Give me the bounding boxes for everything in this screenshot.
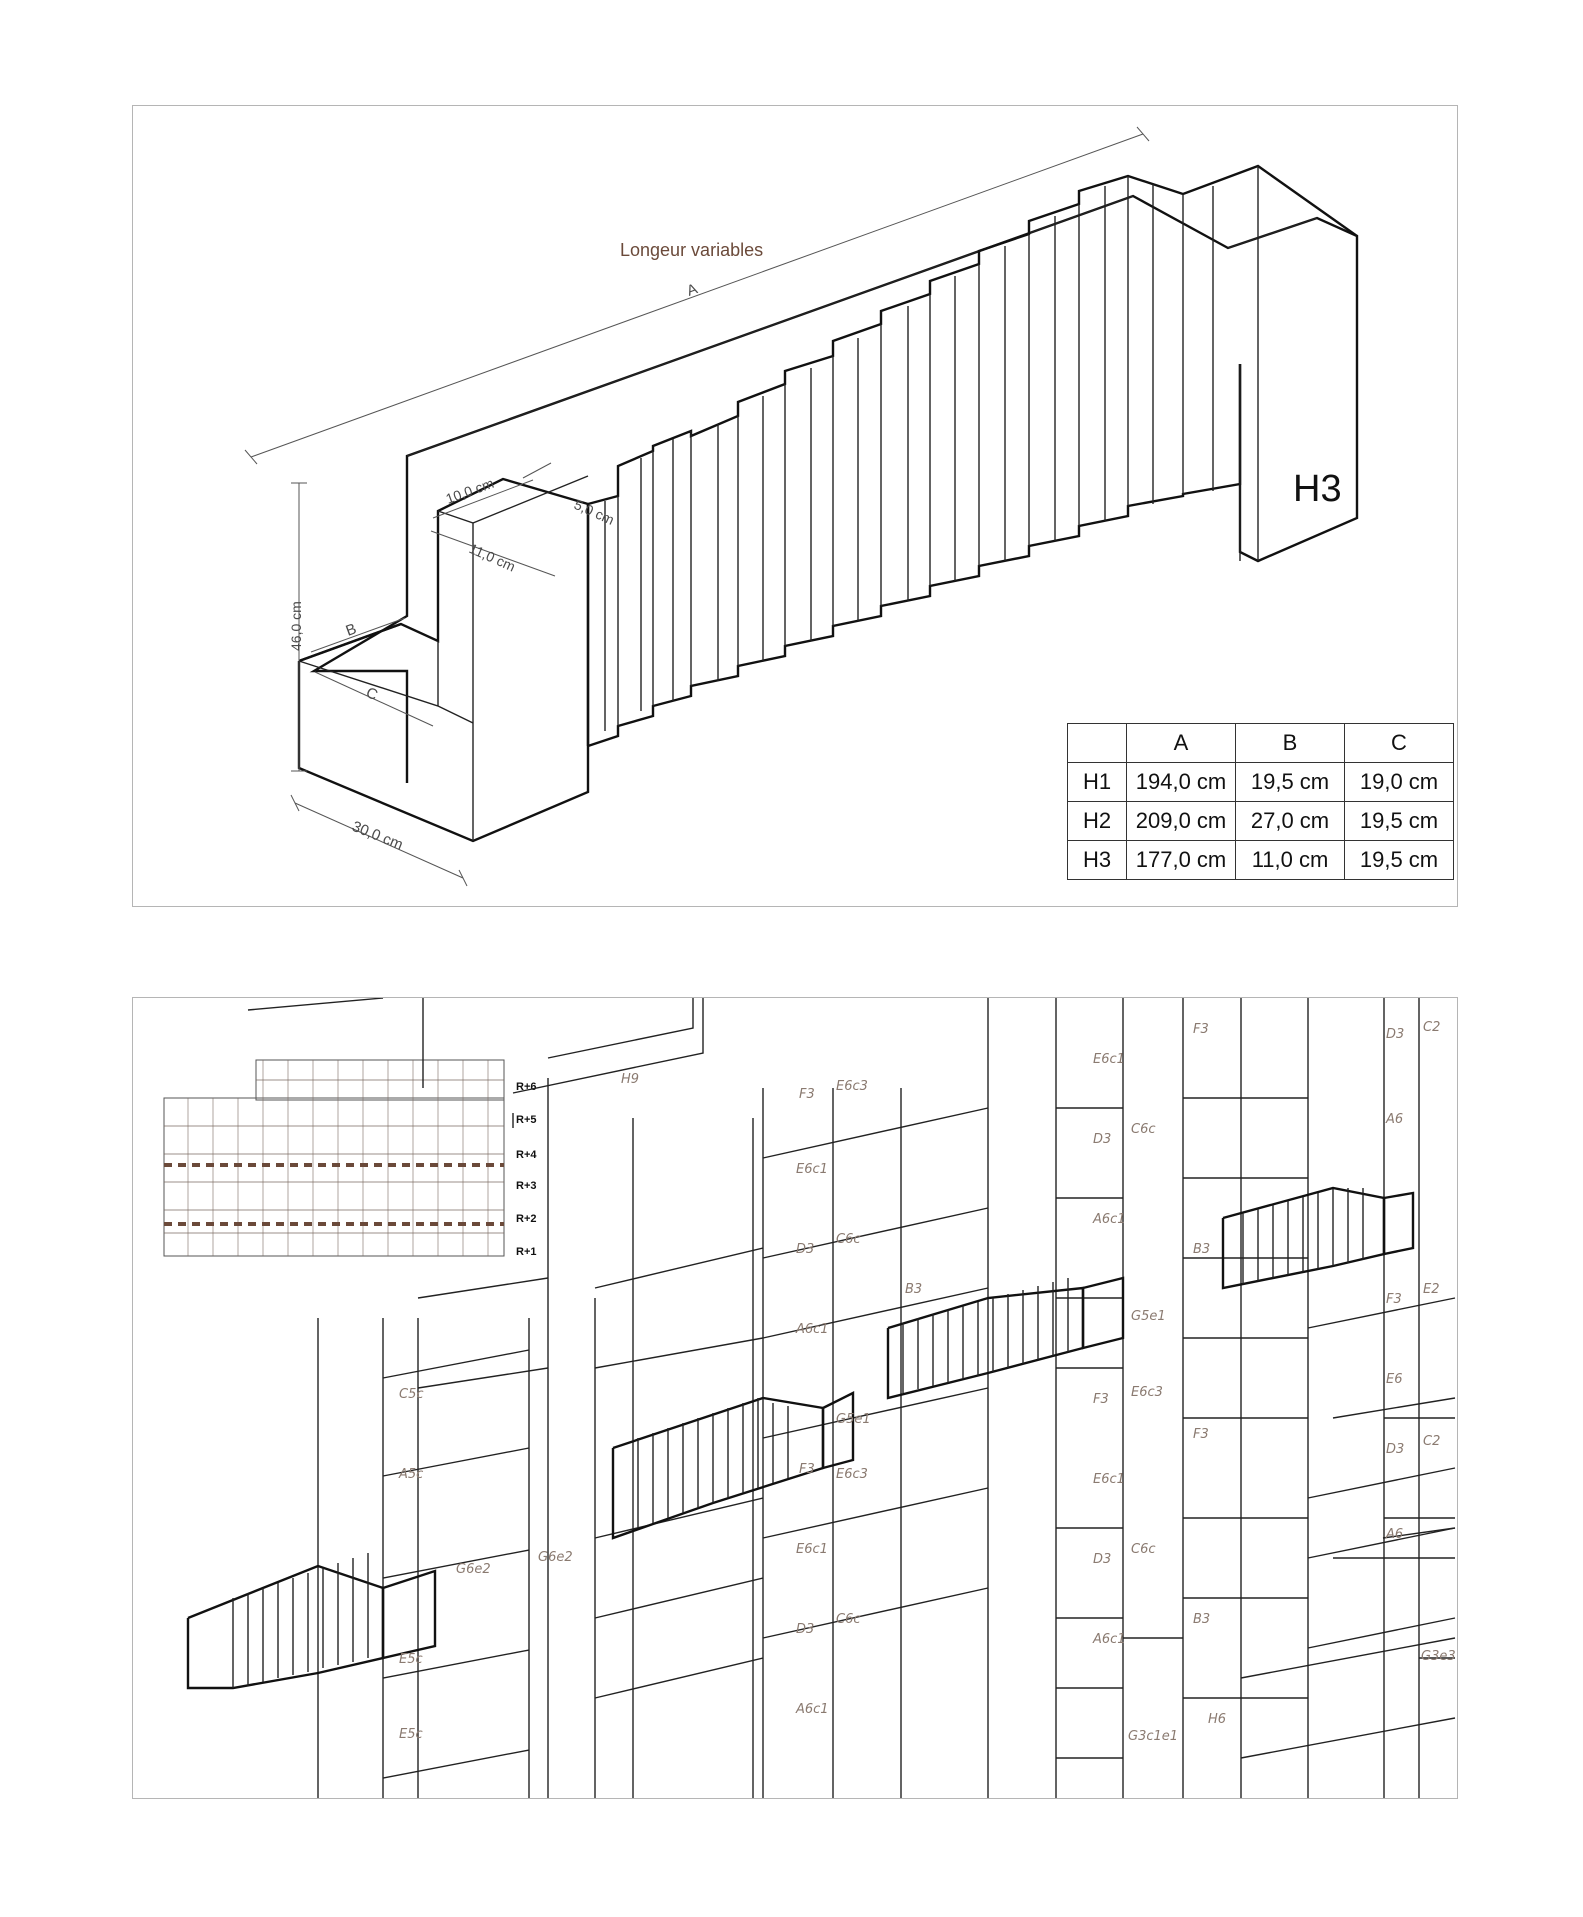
block-code: A6c1 bbox=[796, 1702, 829, 1717]
table-cell: 11,0 cm bbox=[1236, 841, 1345, 880]
block-code: E6c1 bbox=[796, 1542, 828, 1557]
block-code: E5c bbox=[399, 1652, 423, 1667]
table-header-row bbox=[1068, 724, 1454, 763]
block-code: E6c3 bbox=[836, 1467, 868, 1482]
block-code: D3 bbox=[1093, 1132, 1112, 1147]
table-cell: 27,0 cm bbox=[1236, 802, 1345, 841]
block-code: F3 bbox=[1386, 1292, 1402, 1307]
wall-assembly-panel bbox=[132, 997, 1458, 1799]
block-code: D3 bbox=[796, 1242, 815, 1257]
block-code: C6c bbox=[1131, 1542, 1156, 1557]
dimension-11-label: 11,0 cm bbox=[466, 540, 518, 575]
block-code: F3 bbox=[1193, 1022, 1209, 1037]
dimension-c-label: C bbox=[363, 684, 381, 705]
block-code: A6c1 bbox=[1093, 1212, 1126, 1227]
table-cell: 19,0 cm bbox=[1345, 763, 1454, 802]
dimensions-table bbox=[1067, 723, 1454, 880]
table-row bbox=[1068, 763, 1454, 802]
block-codes bbox=[398, 1020, 1456, 1744]
table-cell: 19,5 cm bbox=[1236, 763, 1345, 802]
table-cell: 194,0 cm bbox=[1127, 763, 1236, 802]
block-code: G3c1e1 bbox=[1128, 1729, 1179, 1744]
dimension-5-label: 5,0 cm bbox=[571, 496, 617, 528]
block-code: D3 bbox=[1386, 1027, 1405, 1042]
level-label: R+5 bbox=[516, 1114, 537, 1126]
block-code: C2 bbox=[1423, 1020, 1441, 1035]
level-label: R+2 bbox=[516, 1213, 537, 1225]
table-cell: 19,5 cm bbox=[1345, 802, 1454, 841]
block-code: E6c1 bbox=[1093, 1472, 1125, 1487]
block-code: G5e1 bbox=[836, 1412, 871, 1427]
length-note: Longeur variables bbox=[620, 240, 764, 260]
block-code: G6e2 bbox=[456, 1562, 491, 1577]
dimension-10-label: 10,0 cm bbox=[443, 474, 496, 507]
block-code: E6c3 bbox=[1131, 1385, 1163, 1400]
block-code: C6c bbox=[836, 1612, 861, 1627]
table-row bbox=[1068, 841, 1454, 880]
table-cell: H1 bbox=[1068, 763, 1127, 802]
block-code: C2 bbox=[1423, 1434, 1441, 1449]
block-code: C6c bbox=[1131, 1122, 1156, 1137]
block-code: B3 bbox=[1193, 1612, 1211, 1627]
wall-assembly-drawing bbox=[133, 998, 1457, 1798]
block-code: A6 bbox=[1386, 1527, 1404, 1542]
block-code: A6c1 bbox=[1093, 1632, 1126, 1647]
block-code: E6c1 bbox=[796, 1162, 828, 1177]
block-code: E6c3 bbox=[836, 1079, 868, 1094]
block-code: A6 bbox=[1386, 1112, 1404, 1127]
level-label: R+3 bbox=[516, 1180, 537, 1192]
model-label: H3 bbox=[1293, 468, 1342, 510]
dimension-46-label: 46,0 cm bbox=[288, 601, 304, 651]
dimension-30-label: 30,0 cm bbox=[349, 817, 406, 854]
table-header bbox=[1068, 724, 1127, 763]
block-code: C5c bbox=[399, 1387, 424, 1402]
block-code: C6c bbox=[836, 1232, 861, 1247]
block-code: A6c1 bbox=[796, 1322, 829, 1337]
block-code: D3 bbox=[1386, 1442, 1405, 1457]
block-code: E6 bbox=[1386, 1372, 1403, 1387]
stair-blocks bbox=[188, 1188, 1413, 1688]
stair-module-panel bbox=[132, 105, 1458, 907]
table-cell: H3 bbox=[1068, 841, 1127, 880]
block-code: F3 bbox=[1193, 1427, 1209, 1442]
table-cell: 19,5 cm bbox=[1345, 841, 1454, 880]
block-code: H9 bbox=[621, 1072, 640, 1087]
dimension-a-label: A bbox=[684, 280, 700, 300]
block-code: F3 bbox=[799, 1087, 815, 1102]
block-code: D3 bbox=[796, 1622, 815, 1637]
level-label: R+1 bbox=[516, 1246, 537, 1258]
block-code: F3 bbox=[1093, 1392, 1109, 1407]
table-header: B bbox=[1236, 724, 1345, 763]
table-cell: 177,0 cm bbox=[1127, 841, 1236, 880]
block-code: H6 bbox=[1208, 1712, 1227, 1727]
level-label: R+4 bbox=[516, 1149, 537, 1161]
block-code: E2 bbox=[1423, 1282, 1440, 1297]
block-code: F3 bbox=[799, 1462, 815, 1477]
block-code: E5c bbox=[399, 1727, 423, 1742]
table-cell: H2 bbox=[1068, 802, 1127, 841]
dimension-b-label: B bbox=[343, 620, 359, 640]
block-code: E6c1 bbox=[1093, 1052, 1125, 1067]
block-code: A5c bbox=[399, 1467, 424, 1482]
table-cell: 209,0 cm bbox=[1127, 802, 1236, 841]
block-code: B3 bbox=[905, 1282, 923, 1297]
block-code: G5e1 bbox=[1131, 1309, 1166, 1324]
block-code: G6e2 bbox=[538, 1550, 573, 1565]
level-label: R+6 bbox=[516, 1081, 537, 1093]
table-header: A bbox=[1127, 724, 1236, 763]
table-row bbox=[1068, 802, 1454, 841]
block-code: D3 bbox=[1093, 1552, 1112, 1567]
table-header: C bbox=[1345, 724, 1454, 763]
block-code: B3 bbox=[1193, 1242, 1211, 1257]
block-code: G3e3 bbox=[1421, 1649, 1456, 1664]
levels-elevation-thumbnail bbox=[164, 1060, 537, 1258]
